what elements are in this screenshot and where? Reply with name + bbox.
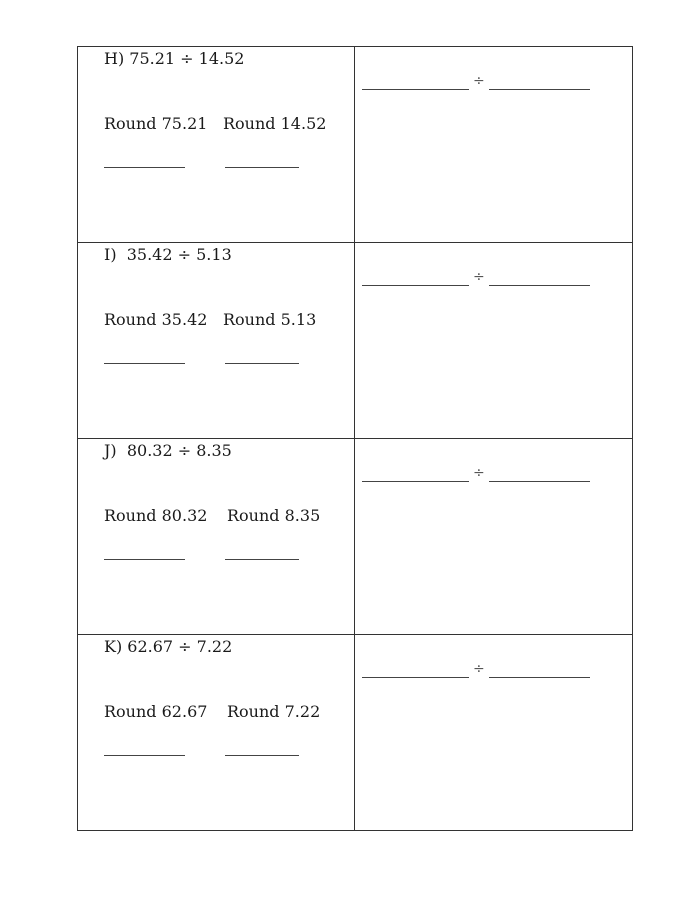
estimate-cell [355, 439, 633, 635]
dividend-blank[interactable] [362, 285, 469, 286]
problem-row [78, 243, 633, 439]
round-label-second: Round 7.22 [227, 702, 321, 721]
rounded-blank-second[interactable] [225, 363, 299, 364]
rounded-answer-blanks [104, 559, 324, 561]
divisor-blank[interactable] [489, 285, 590, 286]
estimate-division-row [362, 267, 602, 287]
round-label-second: Round 8.35 [227, 506, 321, 525]
dividend-blank[interactable] [362, 481, 469, 482]
round-label-second: Round 14.52 [223, 114, 327, 133]
problem-row [78, 47, 633, 243]
divide-icon: ÷ [473, 661, 485, 677]
problem-label: J) 80.32 ÷ 8.35 [104, 441, 232, 460]
worksheet-table [77, 46, 633, 831]
rounded-blank-first[interactable] [104, 755, 185, 756]
rounded-blank-second[interactable] [225, 167, 299, 168]
estimate-division-row [362, 463, 602, 483]
divide-icon: ÷ [473, 465, 485, 481]
problem-cell [78, 47, 355, 243]
rounded-answer-blanks [104, 363, 324, 365]
divide-icon: ÷ [473, 73, 485, 89]
problem-row [78, 635, 633, 831]
problem-cell [78, 243, 355, 439]
round-label-first: Round 75.21 [104, 114, 208, 133]
rounded-blank-first[interactable] [104, 167, 185, 168]
problem-cell [78, 635, 355, 831]
problem-label: H) 75.21 ÷ 14.52 [104, 49, 245, 68]
rounded-answer-blanks [104, 755, 324, 757]
round-label-second: Round 5.13 [223, 310, 317, 329]
problem-cell [78, 439, 355, 635]
rounded-blank-second[interactable] [225, 755, 299, 756]
rounded-answer-blanks [104, 167, 324, 169]
divide-icon: ÷ [473, 269, 485, 285]
rounded-blank-second[interactable] [225, 559, 299, 560]
estimate-division-row [362, 71, 602, 91]
estimate-cell [355, 243, 633, 439]
estimate-cell [355, 47, 633, 243]
divisor-blank[interactable] [489, 89, 590, 90]
round-label-first: Round 62.67 [104, 702, 208, 721]
estimate-division-row [362, 659, 602, 679]
problem-label: K) 62.67 ÷ 7.22 [104, 637, 233, 656]
problem-row [78, 439, 633, 635]
divisor-blank[interactable] [489, 481, 590, 482]
estimate-cell [355, 635, 633, 831]
round-label-first: Round 80.32 [104, 506, 208, 525]
divisor-blank[interactable] [489, 677, 590, 678]
round-label-first: Round 35.42 [104, 310, 208, 329]
rounded-blank-first[interactable] [104, 559, 185, 560]
rounded-blank-first[interactable] [104, 363, 185, 364]
dividend-blank[interactable] [362, 677, 469, 678]
dividend-blank[interactable] [362, 89, 469, 90]
problem-label: I) 35.42 ÷ 5.13 [104, 245, 232, 264]
